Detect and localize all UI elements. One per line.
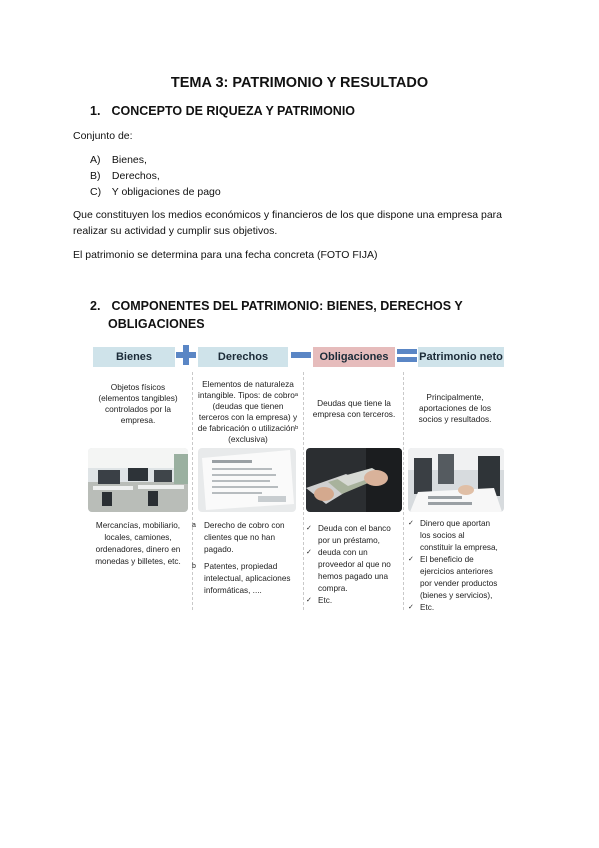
example-line: compra.: [318, 584, 348, 593]
example-line: informáticas, ....: [204, 586, 262, 595]
list-item: [408, 602, 506, 614]
example-line: por vender productos: [420, 579, 498, 588]
page-title: TEMA 3: PATRIMONIO Y RESULTADO: [170, 75, 429, 91]
header-patrimonio-neto: Patrimonio neto: [418, 347, 504, 367]
desc-line: socios y resultados.: [418, 414, 492, 424]
example-line: Etc.: [318, 596, 333, 605]
example-line: constituir la empresa,: [420, 543, 498, 552]
office-photo-icon: [88, 448, 188, 512]
patrimonio-diagram: [88, 342, 506, 614]
desc-line: de fabricación o utilizaciónᵇ: [197, 423, 299, 433]
list-marker: C): [90, 186, 102, 198]
section2-number: 2.: [90, 299, 101, 313]
example-line: Mercancías, mobiliario,: [95, 521, 181, 530]
invoice-photo-icon: [198, 448, 296, 512]
list-item: [306, 523, 402, 547]
desc-line: empresa con terceros.: [312, 409, 396, 419]
list-text: Derechos,: [111, 170, 160, 182]
example-line: deuda con un: [318, 548, 368, 557]
section2-heading-text: COMPONENTES DEL PATRIMONIO: BIENES, DERECHOS Y: [111, 299, 463, 313]
desc-line: Objetos físicos: [110, 382, 166, 392]
desc-line: Deudas que tiene la: [317, 398, 391, 408]
money-handshake-photo-icon: [306, 448, 402, 512]
example-line: El beneficio de: [420, 555, 474, 564]
list-text: Y obligaciones de pago: [111, 186, 221, 198]
example-line: ejercicios anteriores: [420, 567, 493, 576]
definition-paragraph: [73, 208, 533, 239]
check-icon: ✓: [306, 525, 312, 532]
list-marker: B): [90, 170, 101, 182]
example-line: Patentes, propiedad: [204, 562, 278, 571]
example-line: hemos pagado una: [318, 572, 389, 581]
section1-heading-text: CONCEPTO DE RIQUEZA Y PATRIMONIO: [111, 104, 356, 118]
example-line: Derecho de cobro con: [204, 521, 285, 530]
derechos-examples: [192, 520, 302, 597]
example-line: intelectual, aplicaciones: [204, 574, 291, 583]
check-icon: ✓: [306, 597, 312, 604]
foto-fija-paragraph: El patrimonio se determina para una fecha concreta (FOTO FIJA): [73, 249, 378, 261]
header-bienes: Bienes: [93, 347, 175, 367]
intro-text: Conjunto de:: [73, 130, 133, 142]
section1-heading: [90, 103, 355, 120]
list-item: [90, 154, 147, 166]
bullet-mark: b: [192, 563, 196, 570]
list-item: [90, 170, 160, 182]
desc-line: intangible. Tipos: de cobroᵃ: [198, 390, 298, 400]
desc-line: (elementos tangibles): [98, 393, 178, 403]
section2-heading-line2: OBLIGACIONES: [108, 317, 205, 331]
check-icon: ✓: [408, 604, 414, 611]
obligaciones-description: [304, 398, 404, 420]
example-line: Dinero que aportan: [420, 519, 491, 528]
desc-line: terceros con la empresa) y: [198, 412, 298, 422]
paragraph-line: realizar su actividad y cumplir sus objetivos.: [73, 224, 278, 237]
meeting-photo-icon: [408, 448, 504, 512]
example-line: los socios al: [420, 531, 465, 540]
example-line: (bienes y servicios),: [420, 591, 493, 600]
example-line: por un préstamo,: [318, 536, 380, 545]
list-item: [306, 547, 402, 595]
list-item: [306, 595, 402, 607]
section2-heading: [90, 298, 463, 315]
paragraph-line: Que constituyen los medios económicos y financieros de los que dispone una empresa para: [73, 209, 502, 221]
list-marker: A): [90, 154, 101, 166]
desc-line: empresa.: [120, 415, 156, 425]
check-icon: ✓: [408, 520, 414, 527]
plus-icon: [175, 342, 197, 368]
desc-line: Principalmente,: [426, 392, 484, 402]
equals-icon: [396, 342, 418, 368]
desc-line: controlados por la: [105, 404, 171, 414]
example-line: ordenadores, dinero en: [95, 545, 181, 554]
neto-examples: [408, 518, 506, 614]
bullet-mark: a: [192, 522, 196, 529]
example-line: Deuda con el banco: [318, 524, 391, 533]
list-item: [192, 561, 302, 597]
bienes-description: [88, 382, 188, 426]
desc-line: aportaciones de los: [419, 403, 491, 413]
neto-description: [404, 392, 506, 425]
bienes-examples: [88, 520, 188, 568]
example-line: pagado.: [204, 545, 234, 554]
desc-line: Elementos de naturaleza: [202, 379, 294, 389]
example-line: proveedor al que no: [318, 560, 391, 569]
derechos-description: [192, 379, 304, 445]
list-item: [408, 518, 506, 554]
list-item: [90, 186, 221, 198]
header-obligaciones: Obligaciones: [313, 347, 395, 367]
section1-number: 1.: [90, 104, 101, 118]
header-derechos: Derechos: [198, 347, 288, 367]
example-line: Etc.: [420, 603, 435, 612]
obligaciones-examples: [306, 523, 402, 607]
check-icon: ✓: [408, 556, 414, 563]
minus-icon: [290, 342, 312, 368]
example-line: monedas y billetes, etc.: [95, 557, 181, 566]
list-text: Bienes,: [111, 154, 147, 166]
example-line: locales, camiones,: [104, 533, 172, 542]
example-line: clientes que no han: [204, 533, 276, 542]
desc-line: (exclusiva): [228, 434, 268, 444]
list-item: [408, 554, 506, 602]
list-item: [192, 520, 302, 556]
desc-line: (deudas que tienen: [212, 401, 284, 411]
check-icon: ✓: [306, 549, 312, 556]
